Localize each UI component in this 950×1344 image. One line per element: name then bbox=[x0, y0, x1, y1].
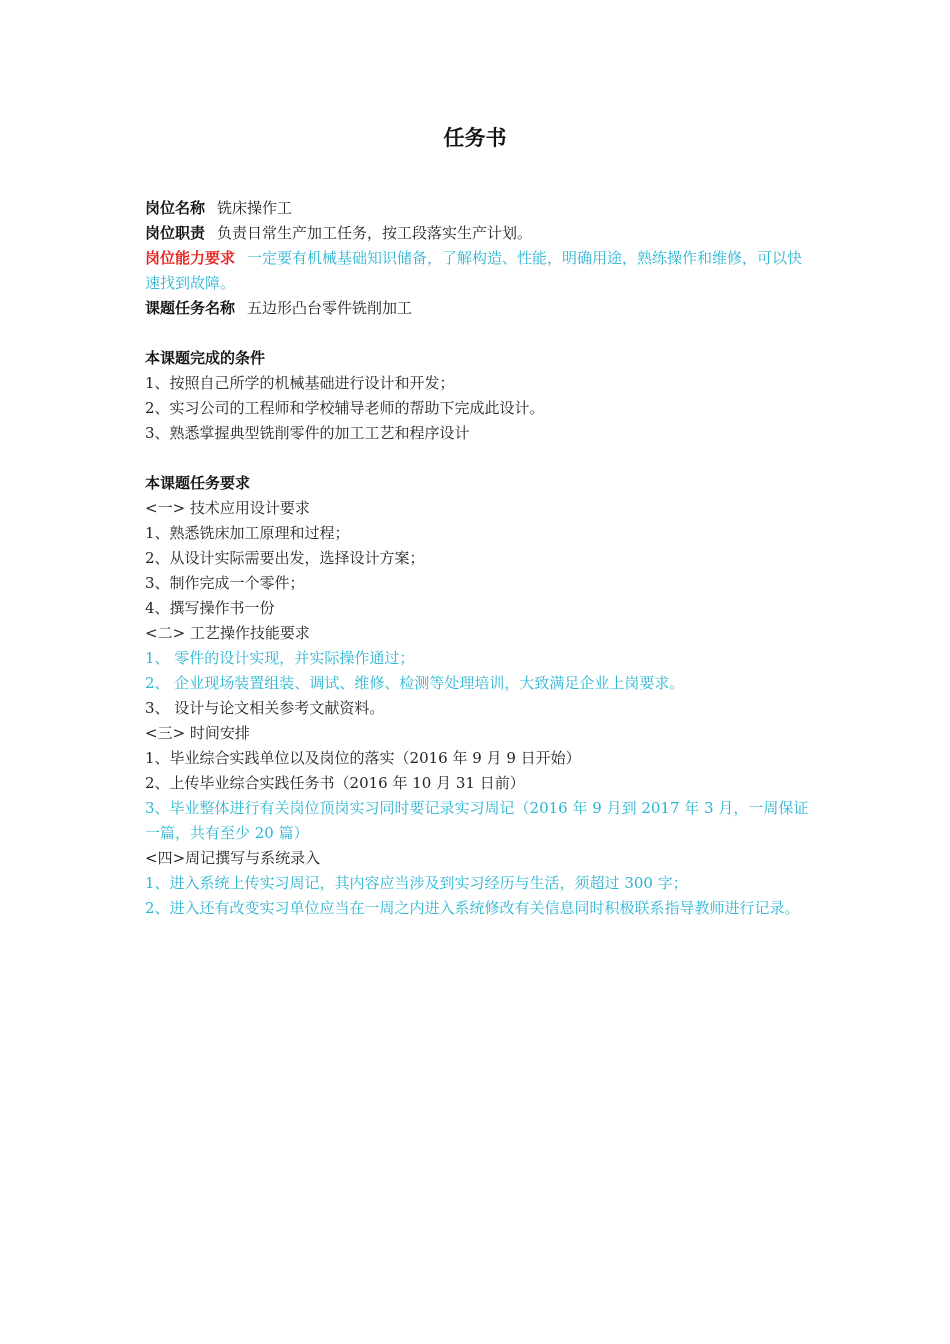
subsection-title: <二> 工艺操作技能要求 bbox=[145, 624, 310, 642]
field-value: 一定要有机械基础知识储备，了解构造、性能，明确用途，熟练操作和维修，可以快速找到故障。 bbox=[145, 249, 803, 292]
conditions-heading: 本课题完成的条件 bbox=[145, 349, 266, 367]
field-value: 负责日常生产加工任务，按工段落实生产计划。 bbox=[217, 224, 533, 242]
subsection-title: <三> 时间安排 bbox=[145, 724, 250, 742]
document-body bbox=[145, 196, 810, 921]
field-label: 岗位名称 bbox=[145, 199, 206, 217]
requirements-heading: 本课题任务要求 bbox=[145, 474, 251, 492]
list-item: 2、从设计实际需要出发，选择设计方案； bbox=[145, 549, 425, 567]
list-item: 2、实习公司的工程师和学校辅导老师的帮助下完成此设计。 bbox=[145, 399, 545, 417]
field-line bbox=[145, 246, 810, 296]
list-item: 3、制作完成一个零件； bbox=[145, 574, 305, 592]
subsection-title: <四>周记撰写与系统录入 bbox=[145, 849, 321, 867]
list-item: 2、上传毕业综合实践任务书（2016 年 10 月 31 日前） bbox=[145, 774, 525, 792]
field-value: 铣床操作工 bbox=[217, 199, 293, 217]
field-line bbox=[145, 221, 810, 246]
list-item: 1、毕业综合实践单位以及岗位的落实（2016 年 9 月 9 日开始） bbox=[145, 749, 581, 767]
list-item: 1、熟悉铣床加工原理和过程； bbox=[145, 524, 350, 542]
list-item: 1、按照自己所学的机械基础进行设计和开发； bbox=[145, 374, 455, 392]
list-item: 1、进入系统上传实习周记，其内容应当涉及到实习经历与生活，须超过 300 字； bbox=[145, 874, 688, 892]
list-item: 1、 零件的设计实现，并实际操作通过； bbox=[145, 649, 415, 667]
list-item: 2、 企业现场装置组装、调试、维修、检测等处理培训，大致满足企业上岗要求。 bbox=[145, 674, 685, 692]
field-line bbox=[145, 296, 810, 321]
subsection-title: <一> 技术应用设计要求 bbox=[145, 499, 310, 517]
list-item: 4、撰写操作书一份 bbox=[145, 599, 275, 617]
conditions-section bbox=[145, 346, 810, 446]
requirements-section bbox=[145, 471, 810, 921]
job-fields bbox=[145, 196, 810, 321]
field-label: 岗位能力要求 bbox=[145, 249, 236, 267]
list-item: 3、毕业整体进行有关岗位顶岗实习同时要记录实习周记（2016 年 9 月到 2017 年 3 月，一周保证一篇，共有至少 20 篇） bbox=[145, 799, 809, 842]
document-title: 任务书 bbox=[443, 126, 507, 150]
list-item: 3、 设计与论文相关参考文献资料。 bbox=[145, 699, 385, 717]
list-item: 3、熟悉掌握典型铣削零件的加工工艺和程序设计 bbox=[145, 424, 470, 442]
field-label: 岗位职责 bbox=[145, 224, 206, 242]
field-value: 五边形凸台零件铣削加工 bbox=[247, 299, 413, 317]
conditions-list bbox=[145, 371, 810, 446]
list-item: 2、进入还有改变实习单位应当在一周之内进入系统修改有关信息同时积极联系指导教师进行记录。 bbox=[145, 899, 800, 917]
field-label: 课题任务名称 bbox=[145, 299, 236, 317]
field-line bbox=[145, 196, 810, 221]
requirements-list bbox=[145, 496, 810, 921]
